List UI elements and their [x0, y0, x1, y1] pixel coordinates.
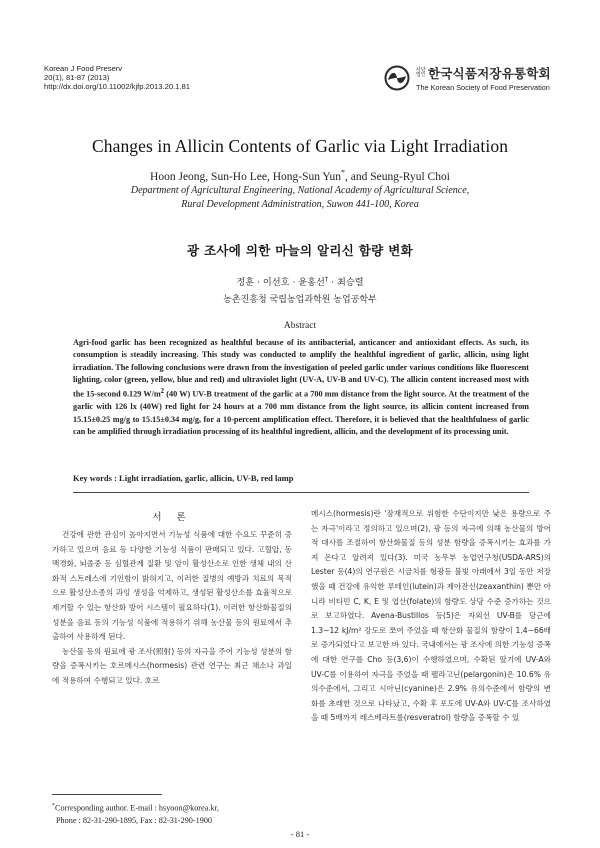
paper-title-kr: 광 조사에 의한 마늘의 알리신 함량 변화: [187, 243, 413, 258]
footnote-email: Corresponding author. E-mail : hsyoon@korea.kr,: [55, 803, 219, 813]
society-small-label: 사단 법인: [416, 66, 426, 78]
authors-kr-part2: · 최승렬: [328, 277, 364, 288]
keywords: Key words : Light irradiation, garlic, allicin, UV-B, red lamp: [73, 473, 294, 483]
left-column: [52, 528, 292, 689]
journal-name: Korean J Food Preserv: [44, 64, 123, 73]
affiliation-en-line1: Department of Agricultural Engineering, National Academy of Agricultural Science,: [130, 185, 470, 196]
page-number: - 81 -: [290, 829, 310, 839]
journal-volume: 20(1), 81-87 (2013): [44, 73, 110, 83]
affiliation-en-line2: Rural Development Administration, Suwon 441-100, Korea: [181, 199, 419, 210]
right-column: [311, 507, 551, 726]
corresponding-mark: *: [340, 168, 345, 177]
affiliation-kr: 농촌진흥청 국립농업과학원 농업공학부: [223, 295, 377, 305]
authors-kr-part1: 정훈 · 이선호 · 윤홍선: [236, 277, 325, 288]
footnote-mark: *: [52, 803, 55, 809]
authors-en-part2: , and Seung-Ryul Choi: [344, 170, 450, 183]
corresponding-mark-kr: †: [324, 274, 329, 283]
abstract-text-2: (40 W) UV-B treatment of the garlic at a 700 mm distance from the light source. At the treatment of the garlic with 126 lx (40W) red light for 24 hours at a 700 mm distance from the light source, its allicin content increased from 15.15±0.25 mg/g to 15.15±0.34 mg/g, for a 10-percent amplification effect. Therefore, it is believed that the healthfulness of garlic can be amplified through irradiation processing of its healthful ingredient, allicin, and the development of its processing unit.: [73, 389, 529, 436]
footnote-phone: Phone : 82-31-290-1895, Fax : 82-31-290-1900: [56, 815, 213, 825]
logo-leaf-right: [397, 76, 406, 83]
journal-doi[interactable]: http://dx.doi.org/10.11002/kjfp.2013.20.1.81: [44, 82, 190, 92]
society-logo-icon: [382, 65, 412, 91]
footnote: [52, 800, 297, 827]
journal-citation: [44, 64, 190, 92]
intro-paragraph-1: 건강에 관한 관심이 높아지면서 기능성 식품에 대한 수요도 꾸준히 증가하고 있으며 음료 등 다양한 기능성 식품이 판매되고 있다. 고혈압, 동맥경화, 뇌졸중 등 심혈관계 질환 및 암이 활성산소로 인한 생체 내의 산화적 스트레스에 기인함이 밝혀지고, 이러한 질병의 예방과 치료의 목적으로 활성산소종의 과잉 생성을 억제하고, 생성된 활성산소를 효율적으로 제거할 수 있는 항산화 방어 시스템이 필요하다(1). 이러한 항산화물질의 성분을 음료 등의 기능성 식품에 적용하기 위해 농산물 등의 원료에서 추출하여 사용하게 된다.: [52, 530, 292, 642]
abstract-heading: Abstract: [283, 321, 317, 331]
authors-kr: [0, 274, 600, 288]
society-header: [382, 64, 551, 92]
paper-title-en: Changes in Allicin Contents of Garlic via Light Irradiation: [91, 136, 509, 156]
section-divider: [73, 492, 529, 493]
intro-paragraph-3: 메시스(hormesis)란 '잠재적으로 위험한 수단이지만 낮은 용량으로 주는 자극'이라고 정의하고 있으며(2), 광 등의 자극에 의해 농산물의 방어적 대사를 조절하여 항산화물질 등의 성분 함량을 증폭시키는 효과를 가져 온다고 알려져 있다(3). 미국 농무부 농업연구청(USDA-ARS)의 Lester 등(4)의 연구원은 시금치를 형광등 불빛 아래에서 3일 동안 저장했을 때 건강에 유익한 루테인(lutein)과 제아잔신(zeaxanthin) 뿐만 아니라 비타민 C, K, E 및 엽산(folate)의 함량도 상당 수준 증가하는 것으로 보고하였다. Avena-Bustillos 등(5)은 자외선 UV-B를 당근에 1.3~12 kJ/m² 강도로 쪼여 주었을 때 항산화 물질의 함량이 1.4~66배로 증가되었다고 보고한 바 있다. 국내에서는 광 조사에 의한 기능성 증폭에 대한 연구를 Cho 등(3,6)이 수행하였으며, 수확된 딸기에 UV-A와 UV-C를 이용하여 자극을 주었을 때 펠라고닌(pelargonin)은 10.6% 유의수준에서, 그리고 시아닌(cyanine)은 2.9% 유의수준에서 함량의 변화를 초래한 것으로 나타났고, 수확 후 포도에 UV-A와 UV-C를 조사하였을 때 5배까지 레스베라트롤(resveratrol) 함량을 증폭할 수 있: [311, 509, 551, 723]
logo-leaf-left: [388, 73, 397, 80]
authors-en-part1: Hoon Jeong, Sun-Ho Lee, Hong-Sun Yun: [150, 170, 341, 183]
intro-paragraph-2: 농산물 등의 원료에 광 조사(照射) 등의 자극을 주어 기능성 성분의 함량을 증폭시키는 호르메시스(hormesis) 관련 연구는 최근 채소나 과일에 적용하여 수행되고 있다. 호르: [52, 646, 292, 685]
abstract-sup: 2: [160, 388, 165, 396]
authors-en: [0, 168, 600, 183]
abstract-text-1: Agri-food garlic has been recognized as healthful because of its antibacterial, anticancer and antioxidant effects. As such, its consumption is steadily increasing. This study was conducted to amplify the healthful ingredient of garlic, allicin, using light irradiation. The following conclusions were drawn from the investigation of peeled garlic under various conditions like fluorescent lighting, color (green, yellow, blue and red) and ultraviolet light (UV-A, UV-B and UV-C). The allicin content increased most with the 15-second 0.129 W/m: [73, 338, 529, 399]
section-heading-intro: 서 론: [152, 512, 192, 523]
society-name-en: The Korean Society of Food Preservation: [416, 83, 550, 92]
footnote-rule: [52, 794, 162, 795]
society-name-kr: 한국식품저장유통학회: [428, 66, 551, 81]
abstract-body: [73, 337, 529, 438]
